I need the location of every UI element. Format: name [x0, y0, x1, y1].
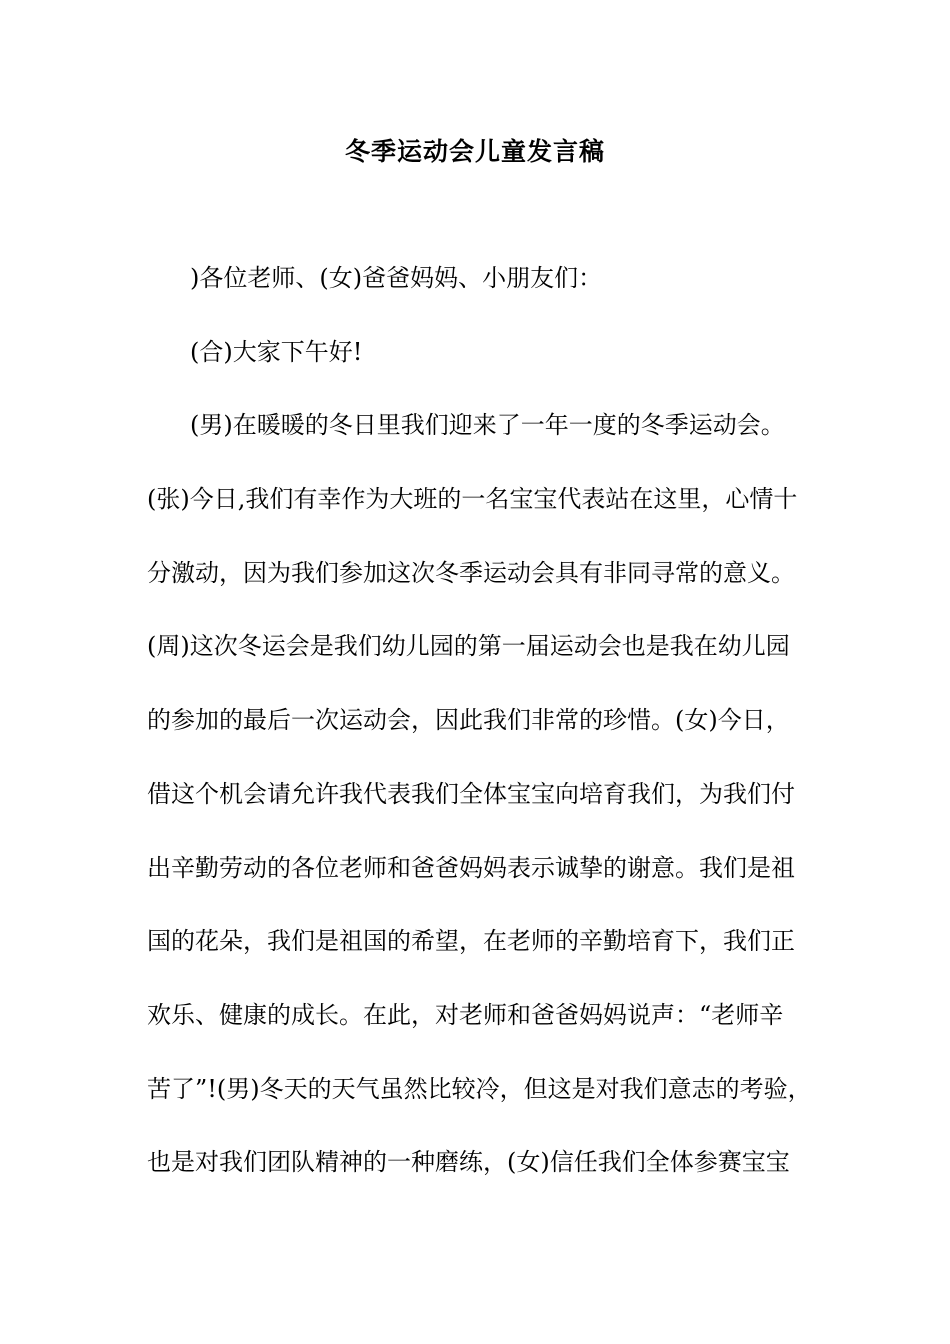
document-title: 冬季运动会儿童发言稿	[344, 137, 605, 166]
paragraph-line-7: 的参加的最后一次运动会，因此我们非常的珍惜。(女)今日，	[147, 706, 790, 734]
paragraph-line-13: 也是对我们团队精神的一种磨练，(女)信任我们全体参赛宝宝	[147, 1148, 790, 1176]
paragraph-line-3: (男)在暖暖的冬日里我们迎来了一年一度的冬季运动会。	[190, 411, 785, 439]
paragraph-line-12: 苦了”!(男)冬天的天气虽然比较冷，但这是对我们意志的考验，	[147, 1075, 812, 1103]
paragraph-line-9: 出辛勤劳动的各位老师和爸爸妈妈表示诚挚的谢意。我们是祖	[147, 854, 795, 882]
paragraph-line-2: (合)大家下午好!	[190, 338, 363, 366]
paragraph-line-6: (周)这次冬运会是我们幼儿园的第一届运动会也是我在幼儿园	[147, 632, 790, 660]
paragraph-line-1: )各位老师、(女)爸爸妈妈、小朋友们：	[190, 264, 603, 292]
paragraph-line-11: 欢乐、健康的成长。在此，对老师和爸爸妈妈说声：“老师辛	[147, 1001, 784, 1029]
paragraph-line-5: 分激动，因为我们参加这次冬季运动会具有非同寻常的意义。	[147, 559, 795, 587]
paragraph-line-4: (张)今日,我们有幸作为大班的一名宝宝代表站在这里，心情十	[147, 485, 798, 513]
paragraph-line-10: 国的花朵，我们是祖国的希望，在老师的辛勤培育下，我们正	[147, 927, 795, 955]
paragraph-line-8: 借这个机会请允许我代表我们全体宝宝向培育我们，为我们付	[147, 780, 795, 808]
